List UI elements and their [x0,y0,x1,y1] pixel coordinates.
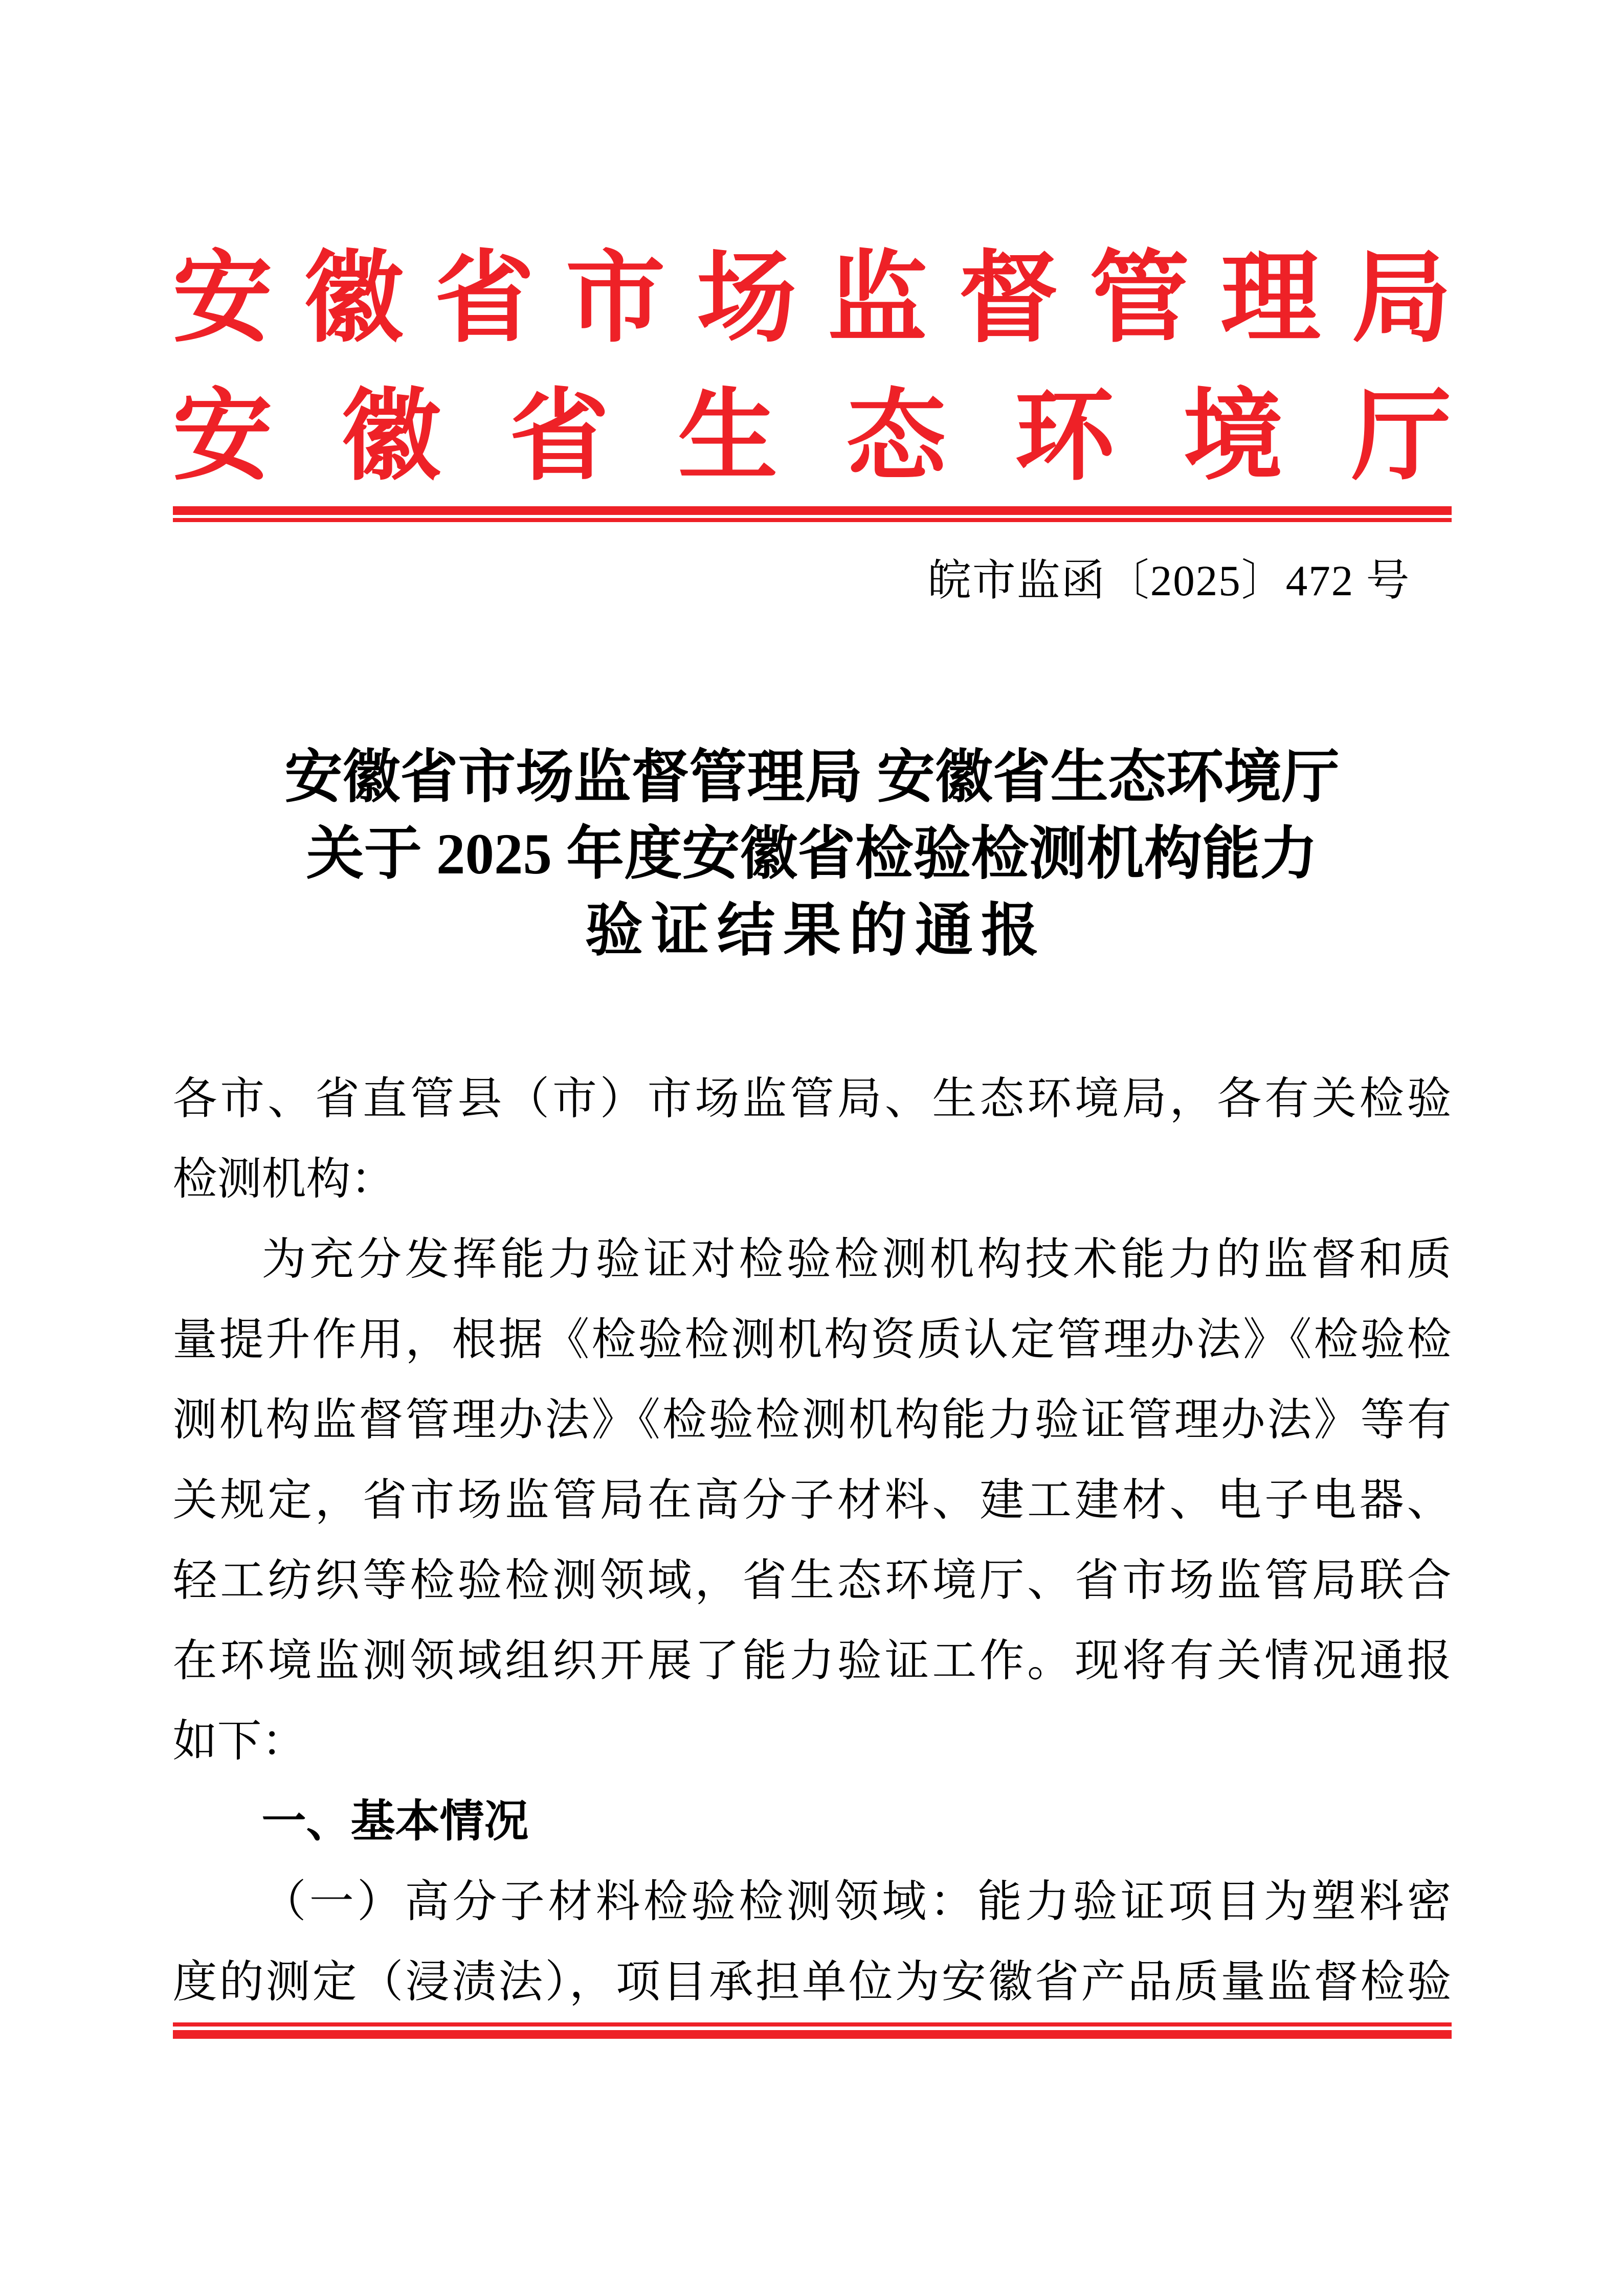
agency-letterhead [173,0,1452,506]
bottom-rule-thick [173,2030,1452,2039]
body-line-para1-5: 轻工纺织等检验检测领域，省生态环境厅、省市场监管局联合 [172,1556,1452,1605]
top-separator [173,506,1452,522]
body-line-para1-6: 在环境监测领域组织开展了能力验证工作。现将有关情况通报 [172,1636,1452,1685]
top-rule-thin [173,518,1452,522]
body-line-salutation-1: 各市、省直管县（市）市场监管局、生态环境局，各有关检验 [172,1074,1452,1123]
body-line-para1-3: 测机构监督管理办法》《检验检测机构能力验证管理办法》等有 [172,1395,1452,1445]
agency-name-line2: 安徽省生态环境厅 [172,382,1452,492]
title-line-2: 关于 2025 年度安徽省检验检测机构能力 [306,822,1318,886]
document-page [173,0,1452,2039]
body-section-heading: 一、基本情况 [261,1796,529,1846]
top-rule-thick [173,506,1452,515]
body-line-para2-2: 度的测定（浸渍法），项目承担单位为安徽省产品质量监督检验 [172,1957,1452,2007]
document-body [173,1059,1452,2022]
bottom-rule-gap [173,2027,1452,2030]
document-number: 皖市监函〔2025〕472 号 [927,557,1411,605]
body-line-para1-2: 量提升作用，根据《检验检测机构资质认定管理办法》《检验检 [172,1315,1452,1364]
title-line-3: 验证结果的通报 [585,899,1047,963]
body-line-para2-1: （一）高分子材料检验检测领域：能力验证项目为塑料密 [261,1877,1452,1926]
body-line-para1-7: 如下： [172,1716,306,1766]
bottom-separator [173,2022,1452,2039]
bottom-rule-thin [173,2022,1452,2027]
agency-name-line1: 安徽省市场监督管理局 [172,244,1452,354]
body-line-salutation-2: 检测机构： [172,1154,395,1204]
body-line-para1-1: 为充分发挥能力验证对检验检测机构技术能力的监督和质 [261,1234,1452,1284]
body-line-para1-4: 关规定，省市场监管局在高分子材料、建工建材、电子电器、 [172,1475,1452,1525]
document-title [173,739,1452,970]
title-line-1: 安徽省市场监督管理局 安徽省生态环境厅 [284,746,1340,809]
